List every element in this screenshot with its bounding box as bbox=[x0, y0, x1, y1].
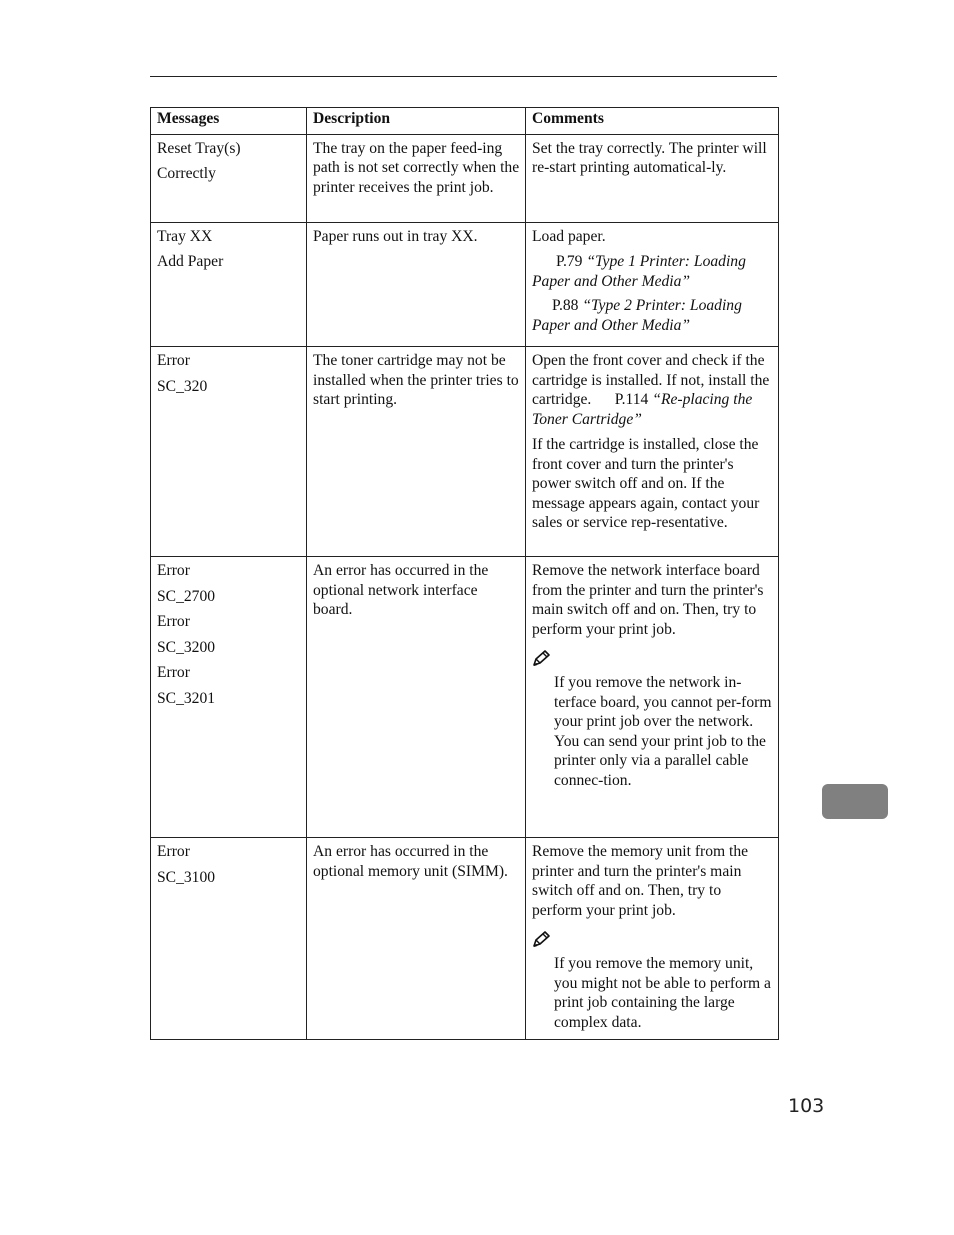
header-description: Description bbox=[307, 108, 526, 135]
comments-cell bbox=[526, 222, 779, 347]
pencil-note-icon bbox=[532, 649, 552, 667]
messages-cell bbox=[151, 222, 307, 347]
comment-text-before-ref: Open the front cover and check if the cartridge is installed. If not, install the cartridge. bbox=[532, 352, 770, 408]
table-header-row bbox=[151, 108, 779, 135]
messages-cell bbox=[151, 347, 307, 557]
comment-text: If the cartridge is installed, close the front cover and turn the printer's power switch off and on. If the message appears again, contact your sales or service rep-resentative. bbox=[532, 436, 760, 531]
comment-text: Remove the network interface board from the printer and turn the printer's main switch off and on. Then, try to perform your print job. bbox=[532, 562, 764, 638]
comments-cell bbox=[526, 347, 779, 557]
page-reference-link[interactable] bbox=[532, 296, 773, 335]
description-cell: The toner cartridge may not be installed when the printer tries to start printing. bbox=[307, 347, 526, 557]
chapter-tab-marker bbox=[822, 784, 888, 819]
description-cell: The tray on the paper feed-ing path is not set correctly when the printer receives the print job. bbox=[307, 134, 526, 222]
ref-title: “Type 1 Printer: Loading Paper and Other Media” bbox=[532, 253, 746, 290]
message-line: Error bbox=[157, 352, 190, 369]
message-line: Reset Tray(s) bbox=[157, 139, 241, 157]
message-line: Error bbox=[157, 843, 190, 860]
ref-page[interactable]: P.114 bbox=[614, 391, 649, 408]
note-text: If you remove the memory unit, you might not be able to perform a print job containing the large complex data. bbox=[554, 955, 771, 1031]
message-line: Error bbox=[157, 562, 190, 579]
message-line: Error bbox=[157, 613, 190, 630]
note-text: If you remove the network in-terface board, you cannot per-form your print job over the network. You can send your print job to the printer only via a parallel cable connec-tion. bbox=[554, 674, 772, 789]
ref-title: “Type 2 Printer: Loading Paper and Other Media” bbox=[532, 297, 742, 334]
header-messages: Messages bbox=[151, 108, 307, 135]
page-number: 103 bbox=[788, 1095, 825, 1117]
ref-title[interactable]: “Re-placing the Toner Cartridge” bbox=[532, 391, 753, 428]
messages-cell bbox=[151, 557, 307, 838]
message-line: SC_3100 bbox=[157, 868, 216, 886]
header-comments: Comments bbox=[526, 108, 779, 135]
table-row bbox=[151, 347, 779, 557]
pencil-note-icon bbox=[532, 930, 552, 948]
messages-cell bbox=[151, 838, 307, 1040]
comment-text bbox=[532, 351, 773, 429]
table-row bbox=[151, 222, 779, 347]
table-row bbox=[151, 838, 779, 1040]
message-line: SC_320 bbox=[157, 377, 208, 395]
message-line: SC_2700 bbox=[157, 587, 216, 605]
ref-page: P.79 bbox=[556, 253, 583, 270]
messages-cell bbox=[151, 134, 307, 222]
message-line: Error bbox=[157, 664, 190, 681]
message-line: SC_3200 bbox=[157, 638, 216, 656]
comment-text: Remove the memory unit from the printer and turn the printer's main switch off and on. Then, try to perform your print job. bbox=[532, 843, 749, 919]
comments-cell bbox=[526, 557, 779, 838]
message-line: SC_3201 bbox=[157, 689, 216, 707]
messages-table bbox=[150, 107, 779, 1040]
description-cell: Paper runs out in tray XX. bbox=[307, 222, 526, 347]
table-row bbox=[151, 557, 779, 838]
description-cell: An error has occurred in the optional memory unit (SIMM). bbox=[307, 838, 526, 1040]
comments-cell bbox=[526, 134, 779, 222]
page-reference-link[interactable] bbox=[532, 252, 773, 291]
ref-page: P.88 bbox=[552, 297, 579, 314]
message-line: Tray XX bbox=[157, 227, 213, 245]
description-cell: An error has occurred in the optional network interface board. bbox=[307, 557, 526, 838]
comment-text: Set the tray correctly. The printer will re-start printing automatical-ly. bbox=[532, 139, 767, 176]
message-line: Add Paper bbox=[157, 253, 224, 270]
table-row bbox=[151, 134, 779, 222]
message-line: Correctly bbox=[157, 165, 216, 182]
comments-cell bbox=[526, 838, 779, 1040]
comment-text: Load paper. bbox=[532, 227, 606, 245]
header-rule bbox=[150, 76, 777, 77]
